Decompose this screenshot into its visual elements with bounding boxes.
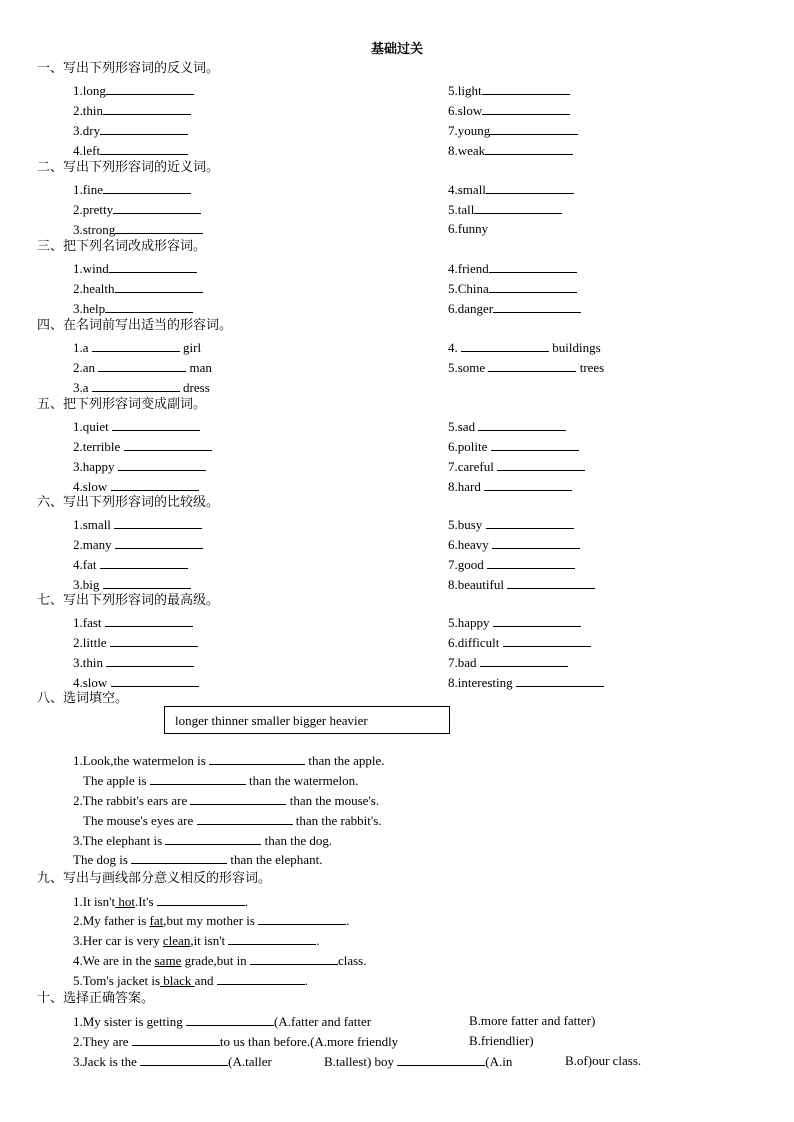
s3-item-2: 2.health xyxy=(73,280,203,297)
s1-item-6: 6.slow xyxy=(448,102,570,119)
s10-line-3-optB2: B.of)our class. xyxy=(565,1053,642,1068)
s6-item-2: 2.many xyxy=(73,536,203,553)
section-10-heading: 十、选择正确答案。 xyxy=(37,991,155,1006)
section-7-heading: 七、写出下列形容词的最高级。 xyxy=(37,593,220,608)
section-3-heading: 三、把下列名词改成形容词。 xyxy=(37,239,207,254)
section-4-heading: 四、在名词前写出适当的形容词。 xyxy=(37,318,233,333)
s10-line-1-optB: B.more fatter and fatter) xyxy=(469,1013,596,1028)
s10-line-3-optB: B.tallest) boy (A.in xyxy=(324,1054,513,1069)
s7-item-6: 6.difficult xyxy=(448,634,591,651)
s4-item-2: 2.an man xyxy=(73,360,212,375)
s6-item-6: 6.heavy xyxy=(448,536,580,553)
s8-line-5: 3.The elephant is than the dog. xyxy=(73,833,333,848)
s7-item-4: 4.slow xyxy=(73,674,199,691)
s3-item-6: 6.danger xyxy=(448,300,581,317)
s8-line-3: 2.The rabbit's ears are than the mouse's. xyxy=(73,793,380,808)
section-8-heading: 八、选词填空。 xyxy=(37,691,129,706)
s6-item-7: 7.good xyxy=(448,556,575,573)
s5-item-5: 5.sad xyxy=(448,418,566,435)
s6-item-4: 3.big xyxy=(73,576,191,593)
s1-item-8: 8.weak xyxy=(448,142,573,159)
s9-line-4: 4.We are in the same grade,but in class. xyxy=(73,953,367,968)
s4-item-1: 1.a girl xyxy=(73,340,202,355)
s1-item-1: 1.long xyxy=(73,82,194,99)
s10-line-3: 3.Jack is the (A.taller xyxy=(73,1054,272,1069)
s8-line-6: The dog is than the elephant. xyxy=(73,852,323,867)
s3-item-1: 1.wind xyxy=(73,260,197,277)
s5-item-2: 2.terrible xyxy=(73,438,212,455)
s9-line-5: 5.Tom's jacket is black and . xyxy=(73,973,308,988)
s5-item-8: 8.hard xyxy=(448,478,572,495)
section-2-heading: 二、写出下列形容词的近义词。 xyxy=(37,160,220,175)
s1-item-7: 7.young xyxy=(448,122,578,139)
s5-item-7: 7.careful xyxy=(448,458,585,475)
page-title: 基础过关 xyxy=(370,42,423,57)
s4-item-4: 4. buildings xyxy=(448,340,601,355)
s10-line-2: 2.They are to us than before.(A.more friendly xyxy=(73,1034,399,1049)
s10-line-1: 1.My sister is getting (A.fatter and fatter xyxy=(73,1014,372,1029)
s7-item-2: 2.little xyxy=(73,634,198,651)
s6-item-1: 1.small xyxy=(73,516,202,533)
s3-item-4: 4.friend xyxy=(448,260,577,277)
s5-item-1: 1.quiet xyxy=(73,418,200,435)
s2-item-6: 6.funny xyxy=(448,221,489,236)
s1-item-5: 5.light xyxy=(448,82,570,99)
s2-item-1: 1.fine xyxy=(73,181,191,198)
s3-item-5: 5.China xyxy=(448,280,577,297)
s7-item-1: 1.fast xyxy=(73,614,193,631)
s8-line-4: The mouse's eyes are than the rabbit's. xyxy=(83,813,382,828)
s1-item-3: 3.dry xyxy=(73,122,188,139)
s1-item-2: 2.thin xyxy=(73,102,191,119)
word-bank-box: longer thinner smaller bigger heavier xyxy=(164,706,450,734)
s9-line-2: 2.My father is fat,but my mother is . xyxy=(73,913,350,928)
s8-line-1: 1.Look,the watermelon is than the apple. xyxy=(73,753,385,768)
s6-item-5: 5.busy xyxy=(448,516,574,533)
s9-line-3: 3.Her car is very clean,it isn't . xyxy=(73,933,320,948)
s2-item-5: 5.tall xyxy=(448,201,562,218)
section-6-heading: 六、写出下列形容词的比较级。 xyxy=(37,495,220,510)
s2-item-3: 3.strong xyxy=(73,221,203,238)
s2-item-2: 2.pretty xyxy=(73,201,201,218)
section-9-heading: 九、写出与画线部分意义相反的形容词。 xyxy=(37,871,272,886)
s5-item-3: 3.happy xyxy=(73,458,206,475)
s4-item-3: 3.a dress xyxy=(73,380,210,395)
s7-item-5: 5.happy xyxy=(448,614,581,631)
s1-item-4: 4.left xyxy=(73,142,188,159)
s2-item-4: 4.small xyxy=(448,181,574,198)
s10-line-2-optB: B.friendlier) xyxy=(469,1033,534,1048)
s9-line-1: 1.It isn't hot.It's . xyxy=(73,894,249,909)
s4-item-5: 5.some trees xyxy=(448,360,605,375)
s7-item-8: 8.interesting xyxy=(448,674,604,691)
s7-item-7: 7.bad xyxy=(448,654,568,671)
section-1-heading: 一、写出下列形容词的反义词。 xyxy=(37,61,220,76)
s5-item-6: 6.polite xyxy=(448,438,579,455)
s6-item-3: 4.fat xyxy=(73,556,188,573)
s8-line-2: The apple is than the watermelon. xyxy=(83,773,359,788)
s3-item-3: 3.help xyxy=(73,300,193,317)
s6-item-8: 8.beautiful xyxy=(448,576,595,593)
s7-item-3: 3.thin xyxy=(73,654,194,671)
section-5-heading: 五、把下列形容词变成副词。 xyxy=(37,397,207,412)
s5-item-4: 4.slow xyxy=(73,478,199,495)
